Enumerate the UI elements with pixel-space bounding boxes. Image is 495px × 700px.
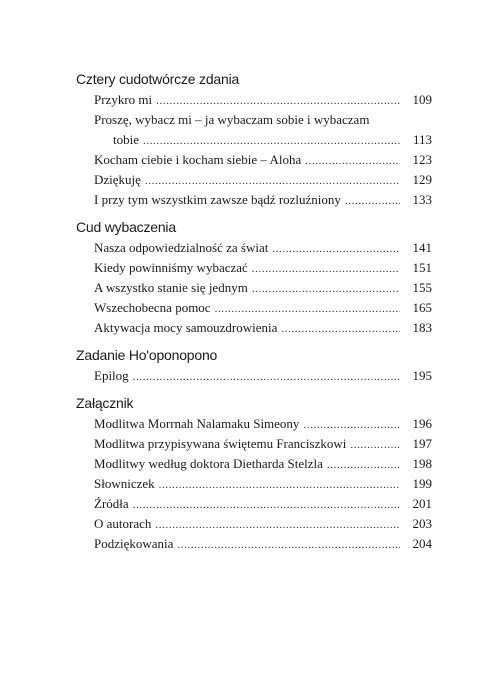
entry-line [94,150,432,170]
dot-leader [155,515,400,535]
table-of-contents [76,68,432,554]
entry-title: Nasza odpowiedzialność za świat [94,240,269,255]
entry-title: Kocham ciebie i kocham siebie – Aloha [94,152,302,167]
entry-title: Słowniczek [94,476,155,491]
entry-line-wrapped [94,110,432,130]
toc-entry [94,238,432,258]
dot-leader [215,299,400,319]
entry-line [94,366,432,386]
page-number: 123 [412,152,432,167]
entry-line [94,494,432,514]
entry-line [94,298,432,318]
page-number: 133 [412,192,432,207]
entry-list [76,90,432,210]
page-number: 109 [412,92,432,107]
entry-list [76,366,432,386]
entry-title: tobie [113,132,139,147]
entry-line [94,190,432,210]
entry-title: Kiedy powinniśmy wybaczać [94,260,248,275]
section-heading: Załącznik [76,395,134,411]
dot-leader [281,319,400,339]
page-number: 155 [412,280,432,295]
section-heading: Cud wybaczenia [76,219,176,235]
entry-line [94,258,432,278]
toc-entry [94,434,432,454]
page-number: 195 [412,368,432,383]
entry-title: Źródła [94,496,129,511]
toc-entry [94,534,432,554]
page-number: 199 [412,476,432,491]
toc-entry [94,366,432,386]
entry-title: A wszystko stanie się jednym [94,280,248,295]
toc-entry [94,298,432,318]
toc-entry [94,110,432,150]
toc-section [76,216,432,338]
page-number: 198 [412,456,432,471]
toc-entry [94,150,432,170]
entry-line [94,474,432,494]
entry-title: Przykro mi [94,92,153,107]
toc-entry [94,90,432,110]
toc-entry [94,258,432,278]
entry-title: Aktywacja mocy samouzdrowienia [94,320,278,335]
toc-section [76,344,432,386]
toc-entry [94,494,432,514]
entry-title: Dziękuję [94,172,141,187]
dot-leader [303,415,400,435]
dot-leader [143,131,400,151]
toc-entry [94,474,432,494]
page-number: 204 [412,536,432,551]
entry-title: Podziękowania [94,536,174,551]
entry-line [94,170,432,190]
dot-leader [305,151,400,171]
entry-title: Proszę, wybacz mi – ja wybaczam sobie i wybaczam [94,112,370,127]
entry-title: Epilog [94,368,129,383]
entry-title: I przy tym wszystkim zawsze bądź rozluźniony [94,192,341,207]
dot-leader [350,435,400,455]
dot-leader [327,455,400,475]
page-number: 113 [412,132,432,147]
entry-list [76,414,432,554]
toc-entry [94,190,432,210]
dot-leader [272,239,400,259]
entry-line [94,318,432,338]
entry-list [76,238,432,338]
toc-entry [94,454,432,474]
entry-line [94,238,432,258]
toc-section [76,392,432,554]
entry-title: Modlitwy według doktora Dietharda Stelzla [94,456,323,471]
dot-leader [159,475,400,495]
toc-section [76,68,432,210]
page-number: 197 [412,436,432,451]
page-number: 129 [412,172,432,187]
section-heading: Zadanie Ho'oponopono [76,347,218,363]
dot-leader [345,191,400,211]
toc-entry [94,514,432,534]
page-number: 203 [412,516,432,531]
toc-entry [94,278,432,298]
page-number: 151 [412,260,432,275]
dot-leader [133,367,400,387]
page-number: 183 [412,320,432,335]
toc-entry [94,414,432,434]
toc-entry [94,170,432,190]
entry-line [94,414,432,434]
page-number: 165 [412,300,432,315]
entry-title: Wszechobecna pomoc [94,300,211,315]
entry-line [94,454,432,474]
entry-title: Modlitwa przypisywana świętemu Franciszkowi [94,436,347,451]
page-number: 196 [412,416,432,431]
toc-entry [94,318,432,338]
entry-line [94,514,432,534]
entry-line [94,130,432,150]
dot-leader [252,259,400,279]
dot-leader [156,91,400,111]
page-number: 141 [412,240,432,255]
dot-leader [133,495,400,515]
dot-leader [252,279,400,299]
entry-title: Modlitwa Morrnah Nalamaku Simeony [94,416,300,431]
entry-line [94,90,432,110]
page-number: 201 [412,496,432,511]
entry-title: O autorach [94,516,152,531]
entry-line [94,434,432,454]
section-heading: Cztery cudotwórcze zdania [76,71,240,87]
dot-leader [145,171,400,191]
entry-line [94,278,432,298]
dot-leader [177,535,400,555]
entry-line [94,534,432,554]
